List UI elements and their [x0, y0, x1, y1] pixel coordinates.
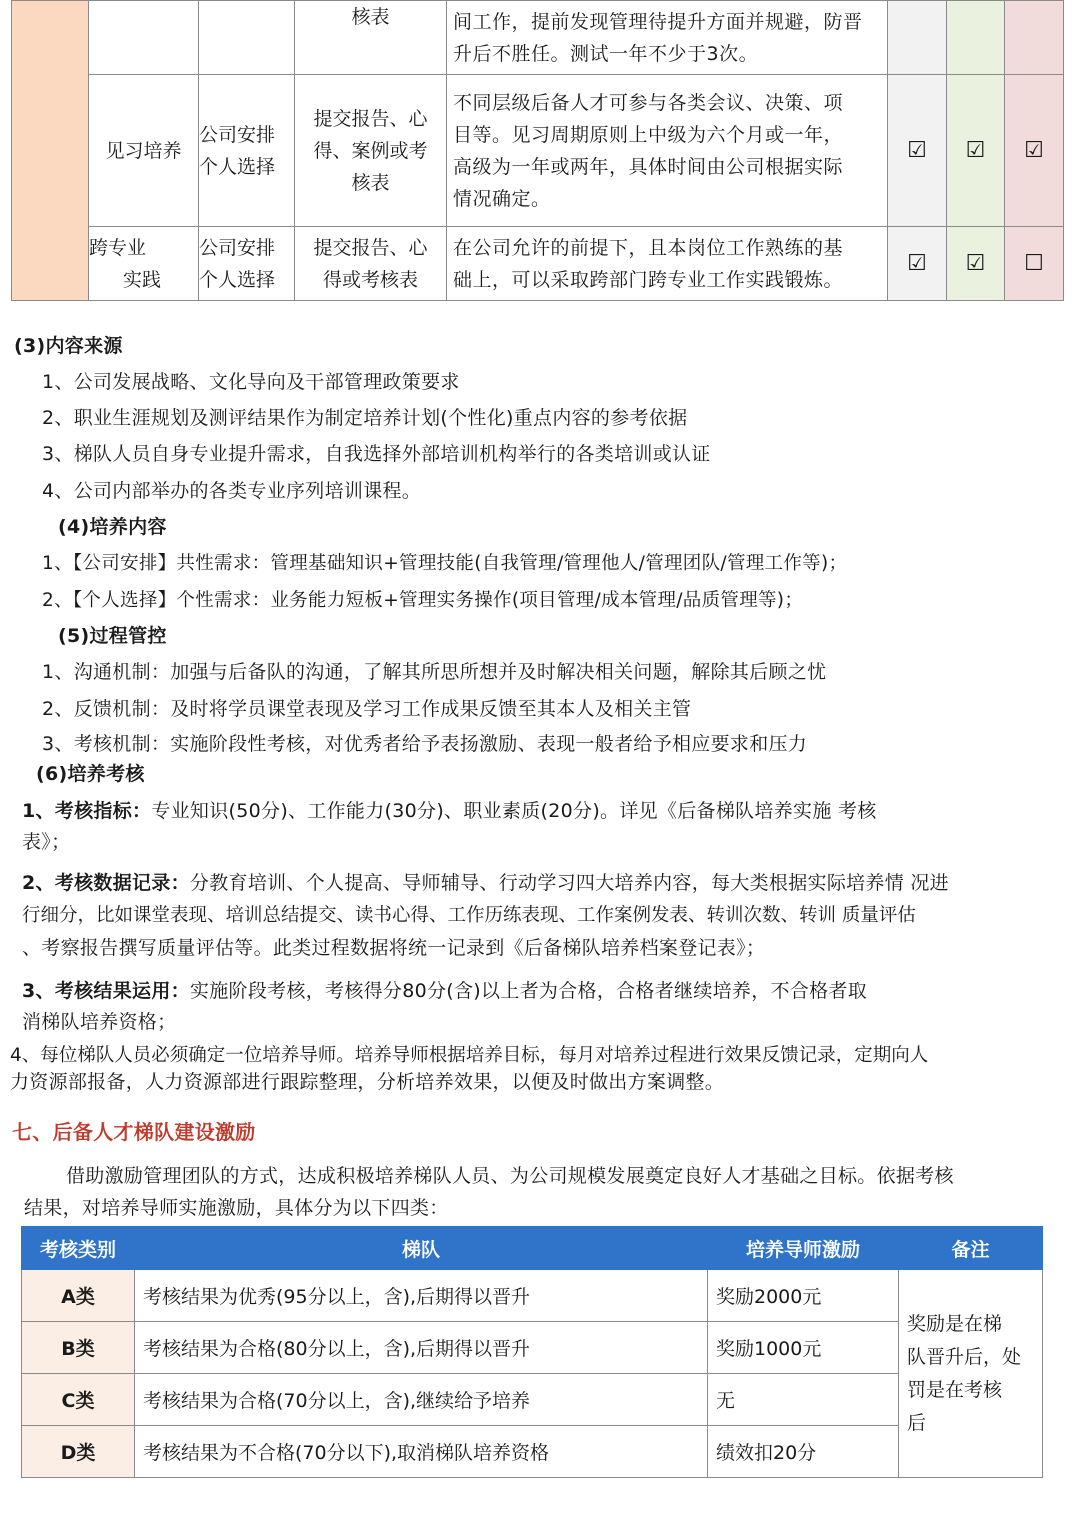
- intro-line: 结果，对培养导师实施激励，具体分为以下四类：: [24, 1197, 449, 1219]
- header-ladder: 梯队: [135, 1227, 708, 1270]
- paragraph-line: 、考察报告撰写质量评估等。此类过程数据将统一记录到《后备梯队培养档案登记表》；: [22, 937, 766, 959]
- method-eval-cell: [295, 227, 447, 301]
- paragraph-line: [22, 795, 877, 827]
- method-name-line: 实践: [123, 268, 162, 291]
- checkbox-checked-icon: ☑: [1024, 137, 1044, 163]
- table-row: [12, 75, 1064, 227]
- desc-line: 升后不胜任。测试一年不少于3次。: [453, 42, 759, 65]
- paragraph-line: 行细分，比如课堂表现、培训总结提交、读书心得、工作历练表现、工作案例发表、转训次数、转训 质量评估: [22, 905, 916, 926]
- level-2-cell: [947, 1, 1005, 75]
- note-line: 后: [907, 1411, 927, 1434]
- method-mode-cell: [199, 1, 295, 75]
- method-eval-cell: [295, 75, 447, 227]
- desc-line: 在公司允许的前提下，且本岗位工作熟练的基: [453, 236, 844, 259]
- note-line: 罚是在考核: [907, 1378, 1003, 1401]
- category-cell: [12, 1, 89, 301]
- reward-cell: 奖励2000元: [708, 1270, 899, 1322]
- list-item: 3、梯队人员自身专业提升需求，自我选择外部培训机构举行的各类培训或认证: [42, 443, 711, 465]
- section-5-title: (5)过程管控: [58, 625, 167, 647]
- checkbox-checked-icon: ☑: [907, 137, 927, 163]
- paragraph-head: 2、考核数据记录：: [22, 872, 190, 894]
- header-category: 考核类别: [22, 1227, 135, 1270]
- method-mode-cell: [199, 75, 295, 227]
- mode-line: 个人选择: [199, 268, 276, 291]
- level-1-cell: [888, 75, 947, 227]
- checkbox-checked-icon: ☑: [965, 250, 986, 276]
- list-item: 2、【个人选择】个性需求：业务能力短板+管理实务操作(项目管理/成本管理/品质管理等)；: [42, 590, 804, 611]
- checkbox-checked-icon: ☑: [965, 137, 986, 163]
- list-item: 4、公司内部举办的各类专业序列培训课程。: [42, 480, 422, 502]
- method-name-line: 跨专业: [89, 236, 147, 259]
- paragraph-line: 力资源部报备，人力资源部进行跟踪整理，分析培养效果，以便及时做出方案调整。: [10, 1071, 725, 1093]
- paragraph-text: 分教育培训、个人提高、导师辅导、行动学习四大培养内容，每大类根据实际培养情 况进: [189, 872, 949, 894]
- table-row: [22, 1426, 1043, 1478]
- eval-line: 提交报告、心: [313, 107, 428, 130]
- level-3-cell: [1005, 1, 1064, 75]
- paragraph-line: [22, 867, 949, 899]
- class-cell: B类: [22, 1322, 135, 1374]
- desc-line: 不同层级后备人才可参与各类会议、决策、项: [453, 91, 844, 114]
- method-eval-cell: [295, 1, 447, 75]
- level-1-cell: [888, 1, 947, 75]
- method-desc-cell: [447, 75, 888, 227]
- paragraph-line: 4、每位梯队人员必须确定一位培养导师。培养导师根据培养目标，每月对培养过程进行效果反馈记录，定期向人: [10, 1045, 929, 1066]
- level-3-cell: [1005, 227, 1064, 301]
- list-item: 1、【公司安排】共性需求：管理基础知识+管理技能(自我管理/管理他人/管理团队/管理工作等)；: [42, 553, 848, 574]
- method-desc-cell: [447, 227, 888, 301]
- paragraph-line: 消梯队培养资格；: [22, 1011, 177, 1033]
- note-line: 奖励是在梯: [907, 1312, 1003, 1335]
- reward-cell: 无: [708, 1374, 899, 1426]
- method-name-cell: [89, 227, 199, 301]
- eval-line: 得或考核表: [322, 268, 418, 291]
- table-row: [12, 1, 1064, 75]
- list-item: 1、公司发展战略、文化导向及干部管理政策要求: [42, 371, 460, 393]
- paragraph-line: 表》；: [22, 831, 71, 853]
- desc-line: 目等。见习周期原则上中级为六个月或一年，: [453, 123, 844, 146]
- desc-line: 高级为一年或两年，具体时间由公司根据实际: [453, 155, 844, 178]
- reward-cell: 奖励1000元: [708, 1322, 899, 1374]
- paragraph-head: 3、考核结果运用：: [22, 980, 190, 1002]
- header-note: 备注: [899, 1227, 1043, 1270]
- mode-line: 个人选择: [199, 155, 276, 178]
- method-name-cell: [89, 75, 199, 227]
- level-1-cell: [888, 227, 947, 301]
- method-desc-cell: [447, 1, 888, 75]
- section-7-title: 七、后备人才梯队建设激励: [12, 1120, 256, 1144]
- table-row: [22, 1374, 1043, 1426]
- list-item: 1、沟通机制：加强与后备队的沟通，了解其所思所想并及时解决相关问题，解除其后顾之忧: [42, 661, 827, 683]
- desc-cell: 考核结果为优秀(95分以上，含),后期得以晋升: [135, 1270, 708, 1322]
- note-cell: [899, 1270, 1043, 1478]
- desc-cell: 考核结果为合格(70分以上，含),继续给予培养: [135, 1374, 708, 1426]
- table-row: [12, 227, 1064, 301]
- method-name-cell: [89, 1, 199, 75]
- method-mode-cell: [199, 227, 295, 301]
- table-row: [22, 1322, 1043, 1374]
- eval-line: 核表: [351, 171, 390, 194]
- reward-cell: 绩效扣20分: [708, 1426, 899, 1478]
- section-4-title: (4)培养内容: [58, 516, 167, 538]
- paragraph-text: 实施阶段考核，考核得分80分(含)以上者为合格，合格者继续培养，不合格者取: [189, 980, 868, 1002]
- desc-line: 础上，可以采取跨部门跨专业工作实践锻炼。: [453, 268, 844, 291]
- paragraph-line: [22, 975, 867, 1007]
- desc-line: 间工作，提前发现管理待提升方面并规避，防晋: [453, 10, 863, 33]
- checkbox-checked-icon: ☑: [907, 250, 927, 276]
- method-name: 见习培养: [105, 139, 182, 162]
- section-6-title: (6)培养考核: [36, 763, 145, 785]
- paragraph-head: 1、考核指标：: [22, 800, 152, 822]
- eval-line: 得、案例或考: [313, 139, 428, 162]
- checkbox-unchecked-icon: ☐: [1024, 250, 1044, 276]
- training-methods-table: [11, 0, 1064, 301]
- level-2-cell: [947, 75, 1005, 227]
- desc-cell: 考核结果为不合格(70分以下),取消梯队培养资格: [135, 1426, 708, 1478]
- paragraph-text: 专业知识(50分)、工作能力(30分)、职业素质(20分)。详见《后备梯队培养实施 考核: [151, 800, 877, 822]
- incentive-table: [21, 1226, 1043, 1478]
- list-item: 2、职业生涯规划及测评结果作为制定培养计划(个性化)重点内容的参考依据: [42, 407, 688, 429]
- class-cell: A类: [22, 1270, 135, 1322]
- intro-line: 借助激励管理团队的方式，达成积极培养梯队人员、为公司规模发展奠定良好人才基础之目标。依据考核: [66, 1165, 954, 1187]
- eval-line: 提交报告、心: [313, 236, 428, 259]
- note-line: 队晋升后，处: [907, 1345, 1022, 1368]
- eval-text: 核表: [351, 6, 390, 28]
- list-item: 3、考核机制：实施阶段性考核，对优秀者给予表扬激励、表现一般者给予相应要求和压力: [42, 733, 808, 755]
- class-cell: C类: [22, 1374, 135, 1426]
- section-3-title: (3)内容来源: [14, 335, 123, 357]
- header-reward: 培养导师激励: [708, 1227, 899, 1270]
- table-row: [22, 1270, 1043, 1322]
- class-cell: D类: [22, 1426, 135, 1478]
- level-2-cell: [947, 227, 1005, 301]
- mode-line: 公司安排: [199, 236, 276, 259]
- desc-line: 情况确定。: [453, 187, 551, 210]
- mode-line: 公司安排: [199, 123, 276, 146]
- level-3-cell: [1005, 75, 1064, 227]
- table-header-row: [22, 1227, 1043, 1270]
- list-item: 2、反馈机制：及时将学员课堂表现及学习工作成果反馈至其本人及相关主管: [42, 698, 692, 720]
- desc-cell: 考核结果为合格(80分以上，含),后期得以晋升: [135, 1322, 708, 1374]
